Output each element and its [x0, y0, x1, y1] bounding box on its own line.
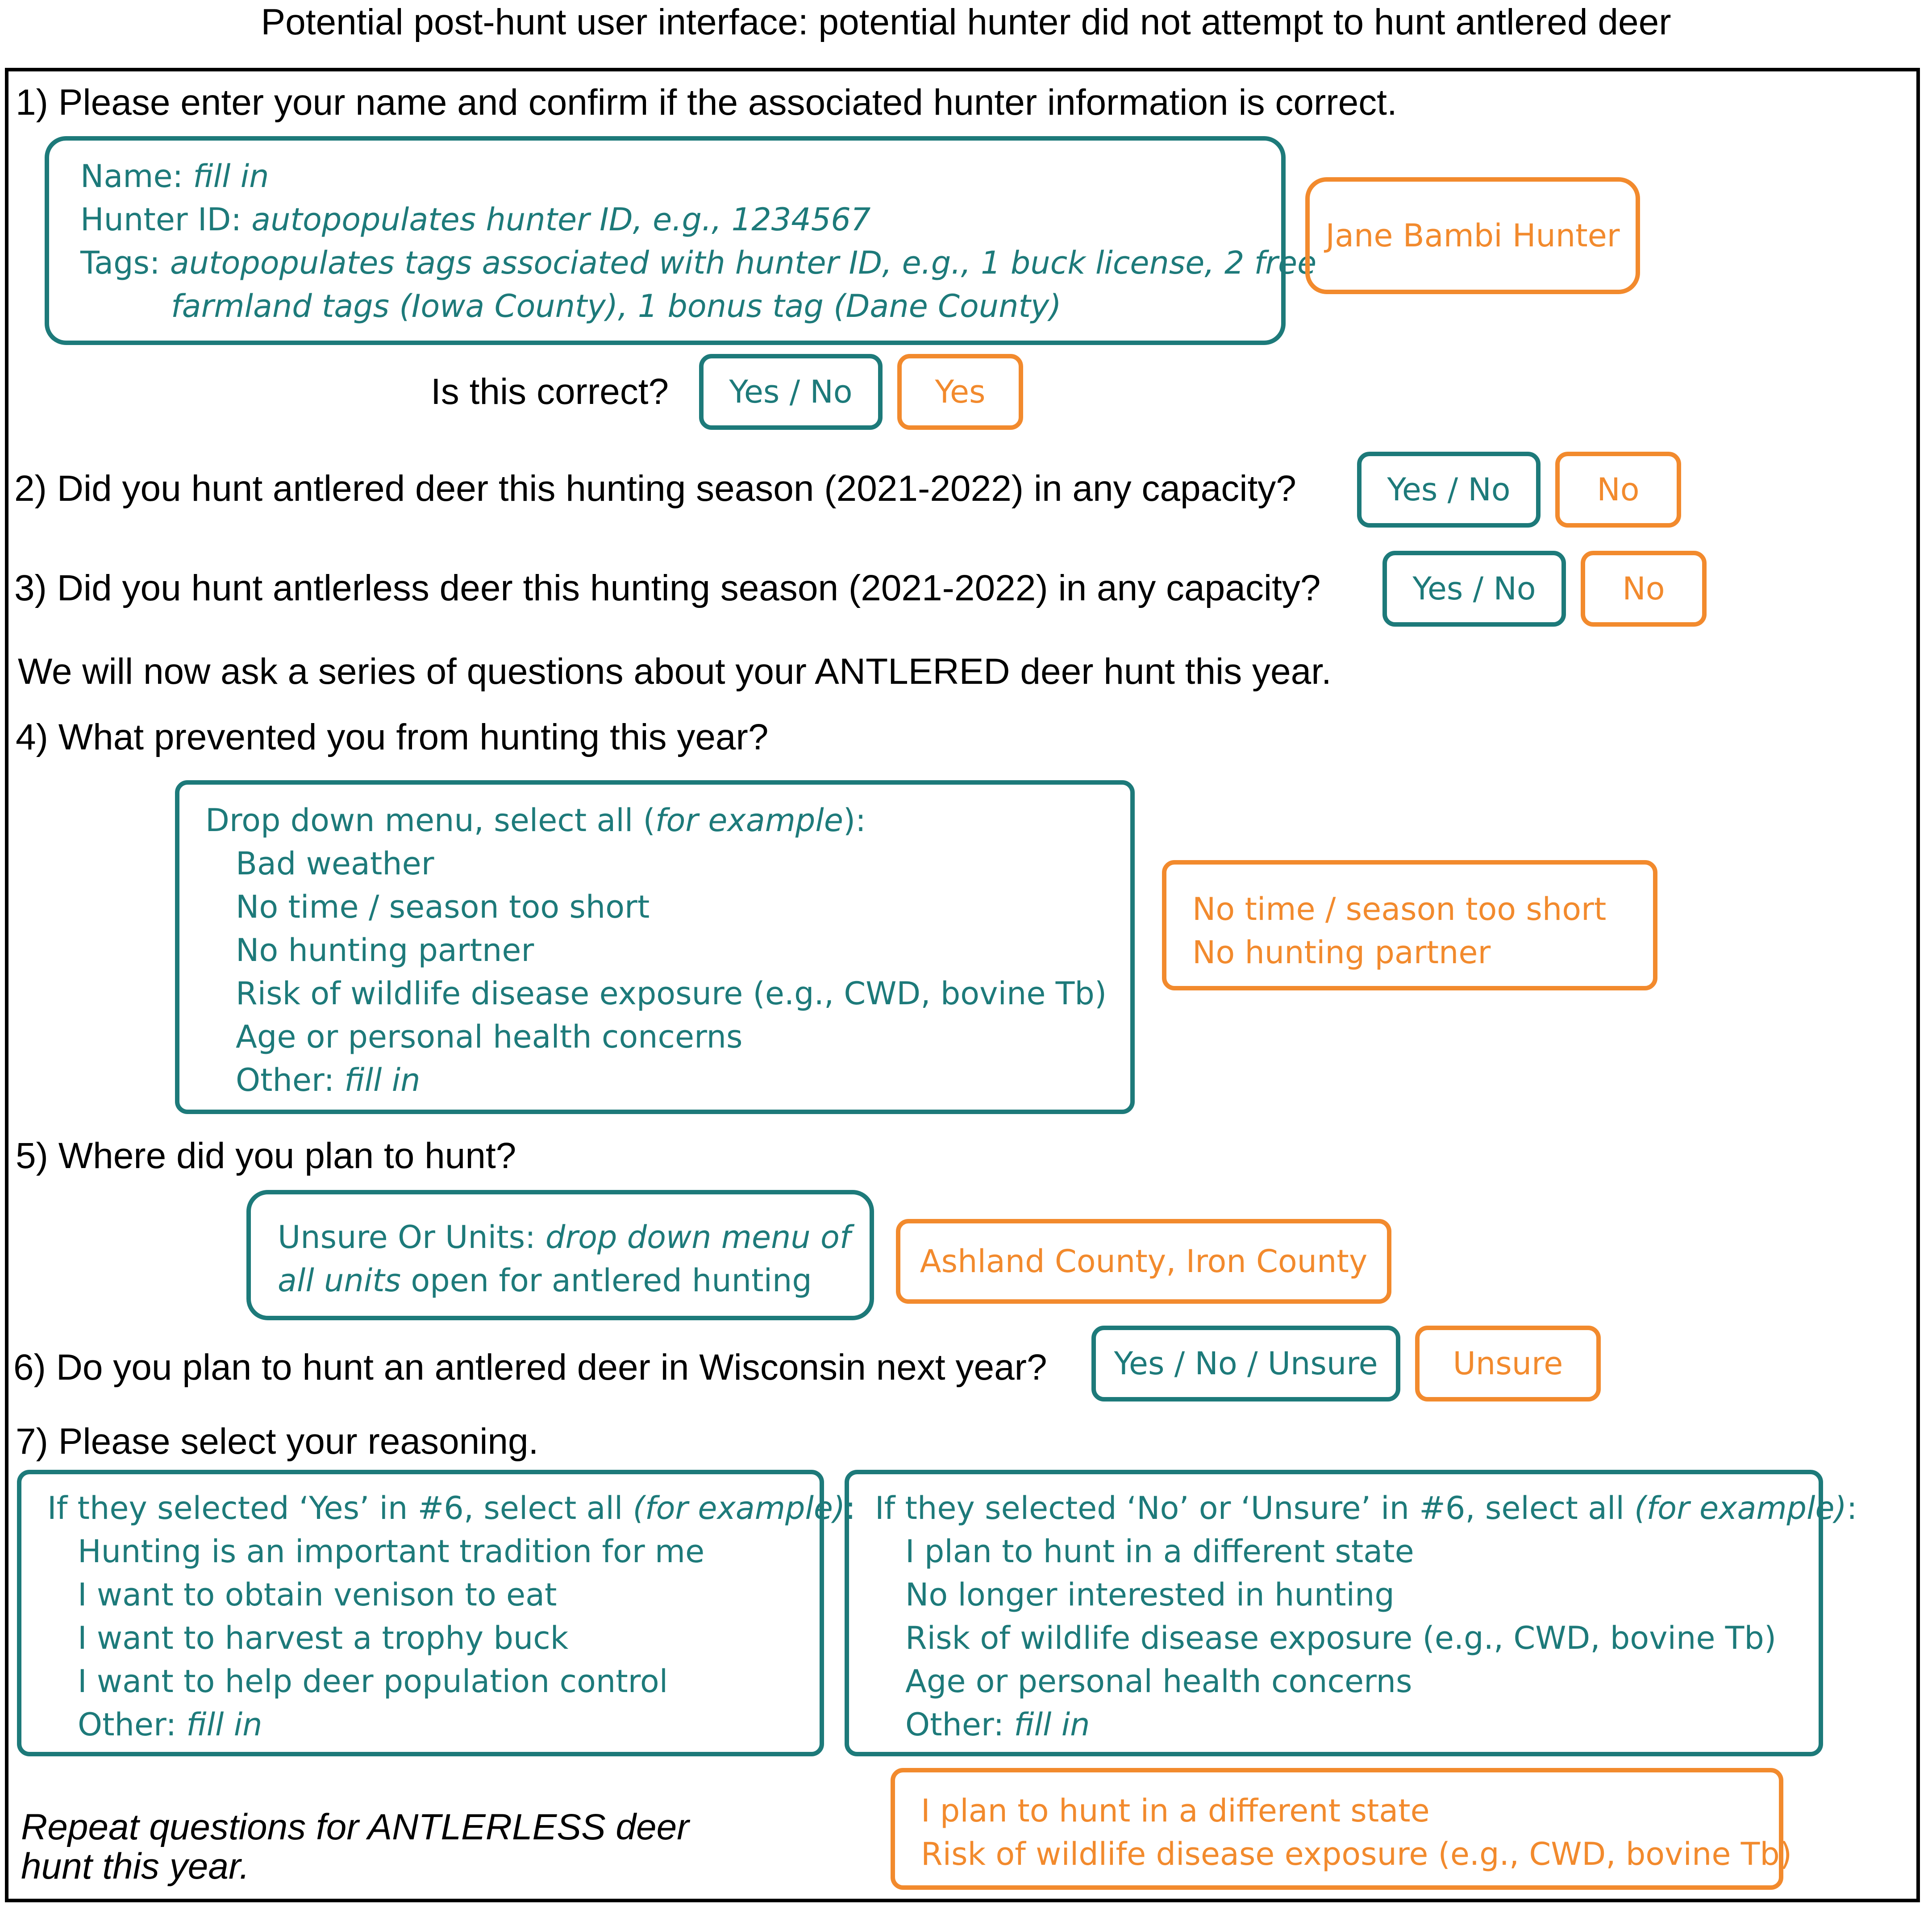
q5-all-units: all units: [278, 1262, 401, 1299]
q7-yes-option-other[interactable]: [47, 1703, 820, 1747]
q4-answers: [1162, 860, 1657, 990]
q7-no-option-other[interactable]: [875, 1703, 1819, 1747]
q4-option[interactable]: Bad weather: [236, 845, 434, 882]
q7-no-other-label: Other:: [905, 1706, 1014, 1743]
q7-answer: Risk of wildlife disease exposure (e.g., CWD, bovine Tb): [921, 1836, 1792, 1872]
q7-no-header-end: :: [1846, 1490, 1857, 1526]
q7-answer: I plan to hunt in a different state: [921, 1792, 1430, 1829]
q4-dropdown-menu[interactable]: [175, 780, 1135, 1114]
q4-answer: No hunting partner: [1192, 934, 1491, 971]
q4-other-field[interactable]: fill in: [344, 1062, 421, 1098]
q7-no-option[interactable]: Risk of wildlife disease exposure (e.g., CWD, bovine Tb): [905, 1620, 1777, 1656]
q4-option[interactable]: No time / season too short: [236, 889, 650, 925]
question-1-text: 1) Please enter your name and confirm if the associated hunter information is correct.: [16, 82, 1397, 123]
q7-yes-option[interactable]: I want to help deer population control: [78, 1663, 668, 1700]
question-3-text: 3) Did you hunt antlerless deer this hunting season (2021-2022) in any capacity?: [14, 568, 1321, 608]
q7-yes-header: [47, 1487, 856, 1530]
q4-answer: No time / season too short: [1192, 891, 1607, 927]
q7-answers: [891, 1768, 1792, 1890]
q7-no-option[interactable]: I plan to hunt in a different state: [905, 1533, 1414, 1570]
tags-value: autopopulates tags associated with hunter ID, e.g., 1 buck license, 2 free: [170, 245, 1317, 281]
q4-option-other[interactable]: [205, 1059, 1130, 1102]
q7-yes-other-label: Other:: [78, 1706, 187, 1743]
question-6-text: 6) Do you plan to hunt an antlered deer in Wisconsin next year?: [13, 1347, 1047, 1388]
hunter-id-line: [80, 198, 1281, 241]
q5-antlered-hunting: open for antlered hunting: [401, 1262, 812, 1299]
hunter-id-label: Hunter ID:: [80, 201, 252, 238]
question-2-text: 2) Did you hunt antlered deer this hunting season (2021-2022) in any capacity?: [14, 468, 1296, 509]
q7-yes-menu[interactable]: [17, 1470, 856, 1756]
q7-no-header: [875, 1487, 1857, 1530]
question-5-text: 5) Where did you plan to hunt?: [16, 1135, 516, 1176]
q5-line-2: [278, 1259, 870, 1302]
confirm-yes-no-toggle[interactable]: Yes / No: [699, 354, 883, 430]
q5-line-1: [278, 1216, 870, 1259]
q6-answer: Unsure: [1415, 1326, 1601, 1401]
q3-yes-no-toggle[interactable]: Yes / No: [1382, 551, 1566, 627]
question-4-text: 4) What prevented you from hunting this year?: [16, 717, 769, 757]
question-7-text: 7) Please select your reasoning.: [16, 1421, 539, 1462]
q4-menu-header-end: ):: [843, 802, 866, 839]
tags-value-continued: farmland tags (Iowa County), 1 bonus tag (Dane County): [171, 288, 1062, 324]
figure-title: Potential post-hunt user interface: potential hunter did not attempt to hunt antlered deer: [261, 2, 1671, 42]
name-label: Name:: [80, 158, 193, 195]
q4-option[interactable]: Age or personal health concerns: [236, 1019, 743, 1055]
name-line[interactable]: [80, 155, 1281, 198]
q2-answer: No: [1555, 452, 1681, 528]
q3-answer: No: [1581, 551, 1707, 627]
repeat-note: [21, 1808, 689, 1886]
q7-no-header-text: If they selected ‘No’ or ‘Unsure’ in #6, select all: [875, 1490, 1635, 1526]
q4-option[interactable]: No hunting partner: [236, 932, 534, 969]
q7-yes-option[interactable]: I want to harvest a trophy buck: [78, 1620, 569, 1656]
repeat-note-line-1: Repeat questions for ANTLERLESS deer: [21, 1807, 689, 1847]
q4-menu-header-italic: for example: [655, 802, 843, 839]
q7-no-header-italic: (for example): [1634, 1490, 1847, 1526]
q5-units-dropdown[interactable]: [246, 1190, 874, 1320]
q7-no-unsure-menu[interactable]: [845, 1470, 1857, 1756]
tags-label: Tags:: [80, 245, 170, 281]
answer-name: Jane Bambi Hunter: [1305, 177, 1640, 294]
hunter-id-value: autopopulates hunter ID, e.g., 1234567: [251, 201, 871, 238]
antlered-section-intro: We will now ask a series of questions about your ANTLERED deer hunt this year.: [18, 651, 1332, 692]
q7-yes-option[interactable]: I want to obtain venison to eat: [78, 1576, 557, 1613]
q2-yes-no-toggle[interactable]: Yes / No: [1357, 452, 1541, 528]
q7-no-option[interactable]: No longer interested in hunting: [905, 1576, 1395, 1613]
q7-yes-other-field[interactable]: fill in: [186, 1706, 262, 1743]
q7-yes-header-text: If they selected ‘Yes’ in #6, select all: [47, 1490, 633, 1526]
q5-unsure-or-units-label: Unsure Or Units:: [278, 1219, 545, 1256]
q7-no-other-field[interactable]: fill in: [1014, 1706, 1090, 1743]
name-field[interactable]: fill in: [193, 158, 269, 195]
q5-dropdown-hint: drop down menu of: [545, 1219, 851, 1256]
q4-other-label: Other:: [236, 1062, 345, 1098]
q4-menu-header: [205, 799, 1130, 842]
q4-menu-header-text: Drop down menu, select all (: [205, 802, 655, 839]
q7-yes-option[interactable]: Hunting is an important tradition for me: [78, 1533, 705, 1570]
q6-options-toggle[interactable]: Yes / No / Unsure: [1091, 1326, 1400, 1401]
confirm-answer: Yes: [897, 354, 1023, 430]
q7-yes-header-end: :: [845, 1490, 856, 1526]
repeat-note-line-2: hunt this year.: [21, 1846, 250, 1887]
hunter-info-box: [45, 136, 1317, 345]
confirm-question: Is this correct?: [431, 371, 669, 412]
q7-no-option[interactable]: Age or personal health concerns: [905, 1663, 1412, 1700]
q4-option[interactable]: Risk of wildlife disease exposure (e.g., CWD, bovine Tb): [236, 975, 1107, 1012]
tags-line: [80, 241, 1317, 285]
q7-yes-header-italic: (for example): [633, 1490, 845, 1526]
q5-answer: Ashland County, Iron County: [896, 1219, 1391, 1304]
